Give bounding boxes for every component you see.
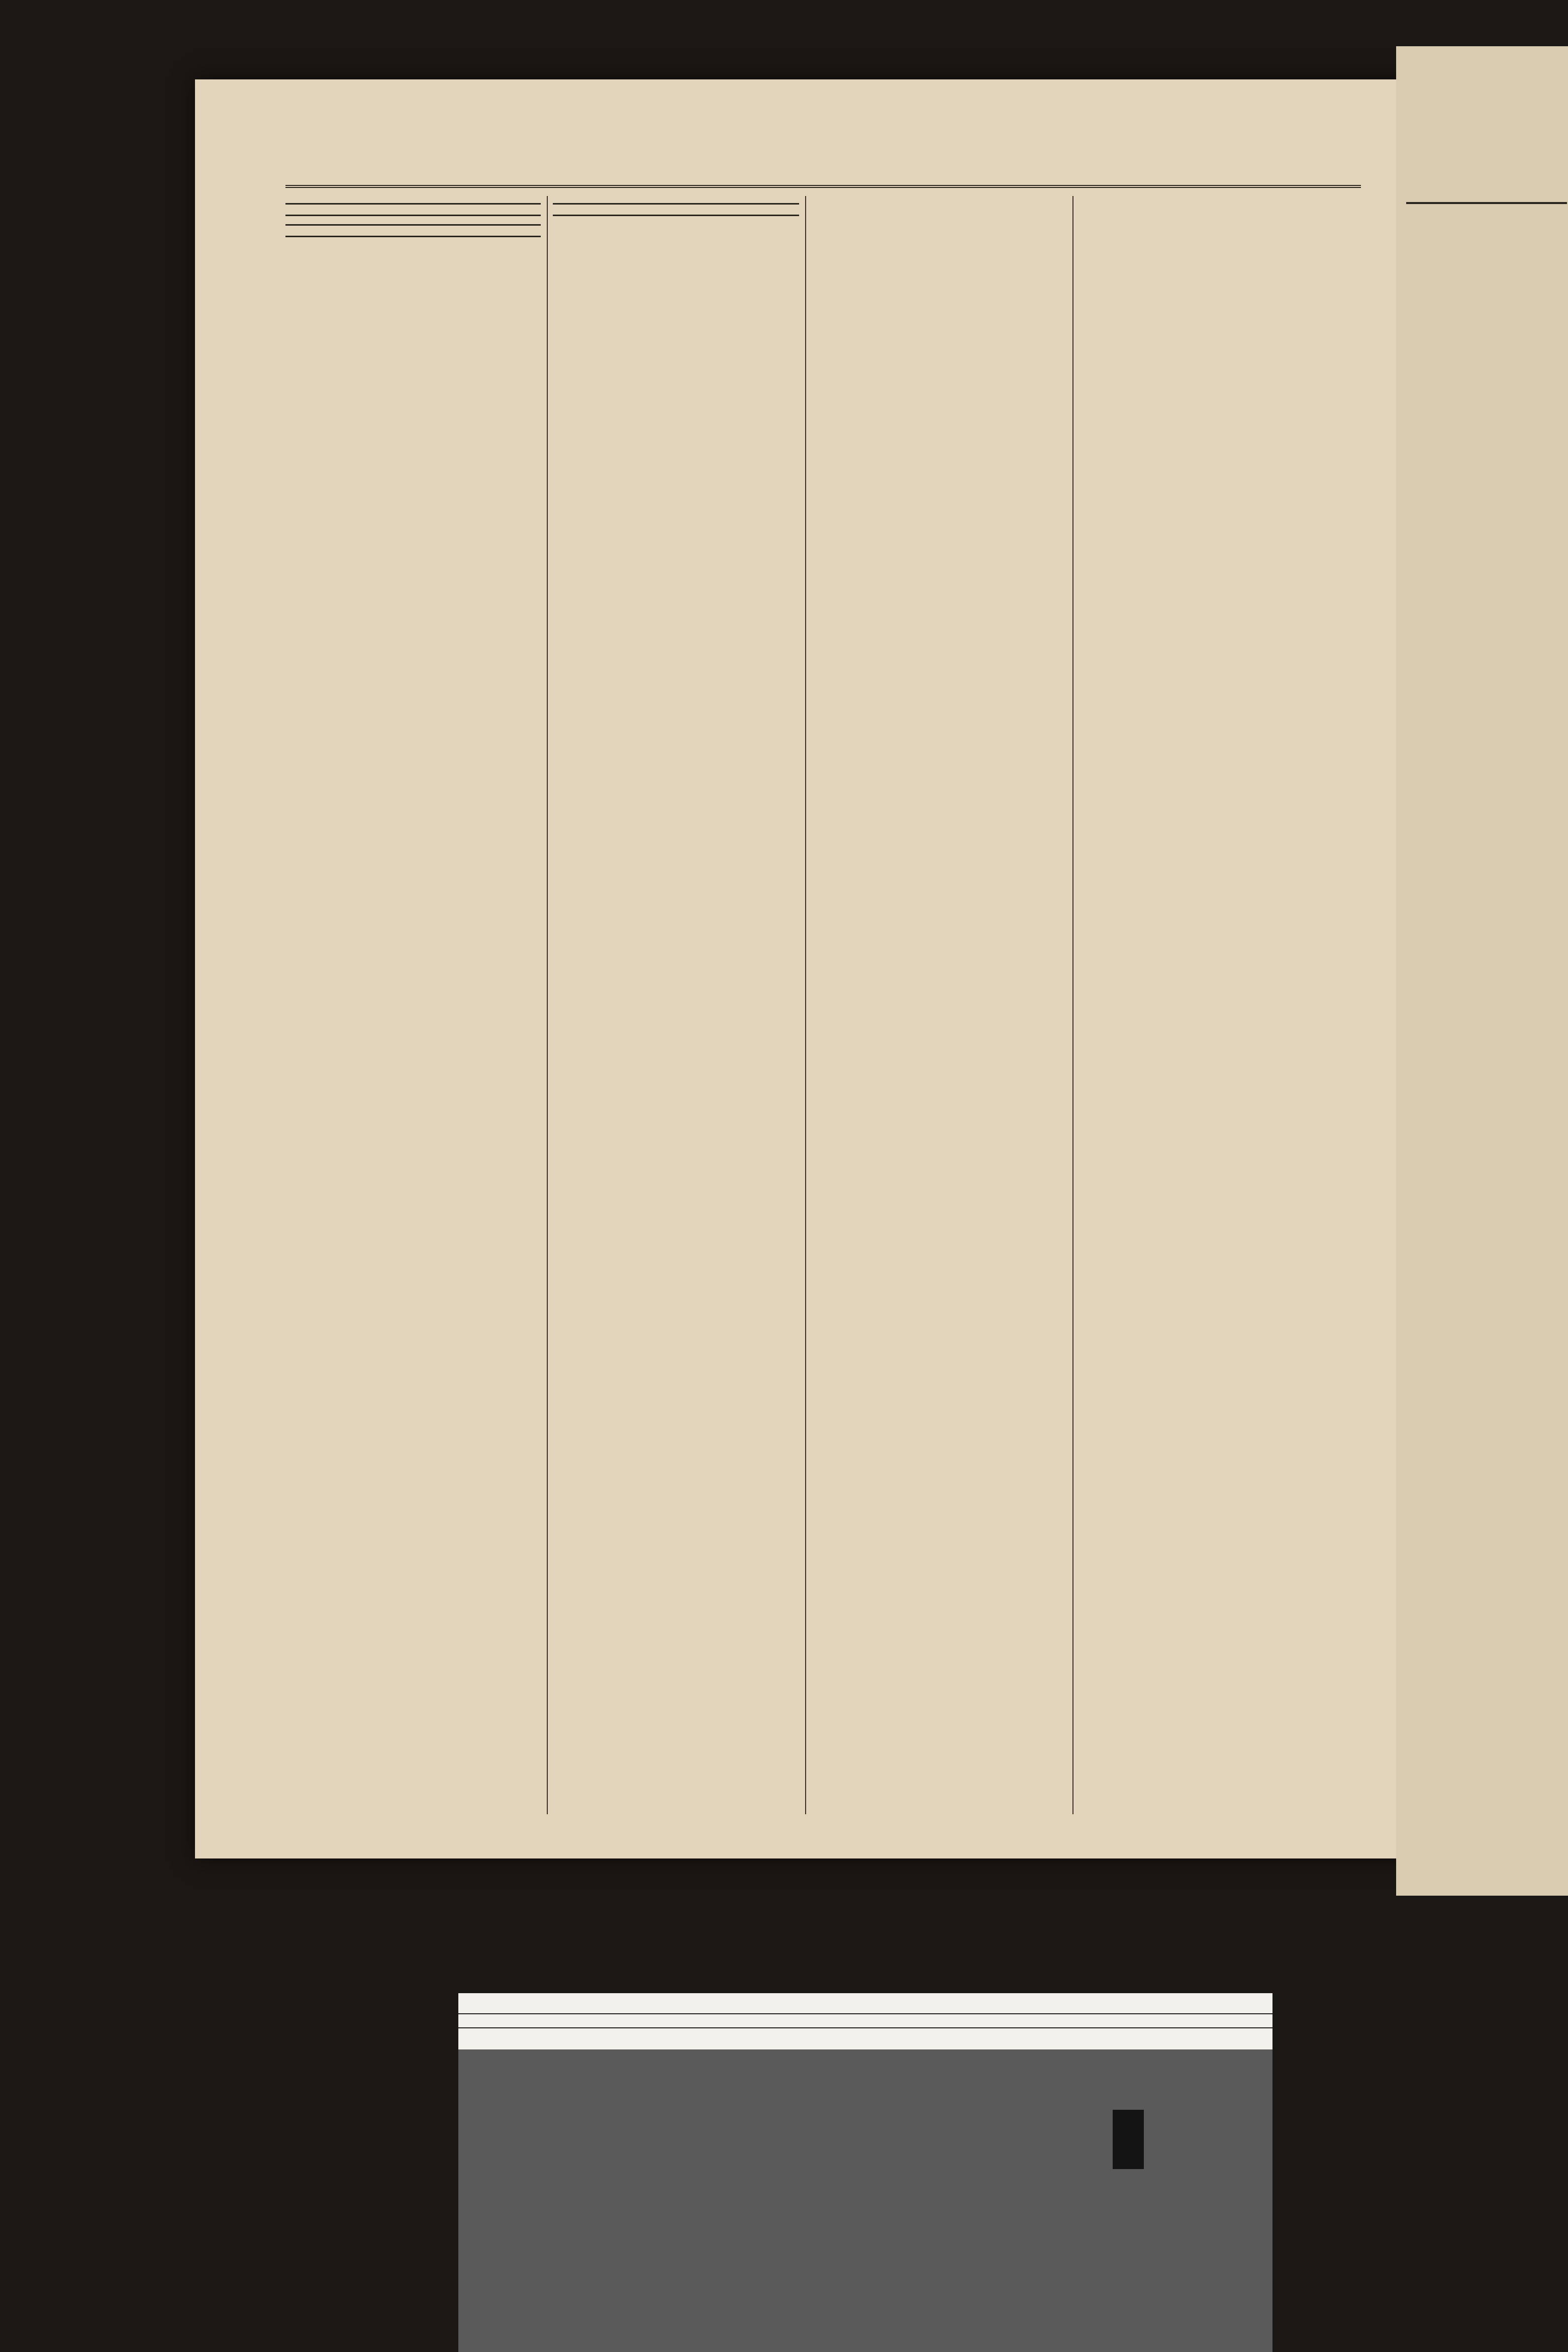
- article-column-1: [285, 196, 541, 1814]
- facing-page-text: [1411, 217, 1562, 1845]
- patch-labels: [458, 2092, 1272, 2115]
- cm-scale: [458, 2027, 1272, 2048]
- brand-logo: [1113, 2110, 1144, 2169]
- inch-scale: [458, 1993, 1272, 2014]
- article-column-4: [1079, 196, 1350, 1814]
- section-heading: [285, 224, 541, 237]
- column-rule: [1072, 196, 1073, 1814]
- column-rule: [547, 196, 548, 1814]
- newspaper-page: [195, 79, 1416, 1858]
- ruler: [458, 1993, 1272, 2049]
- section-heading: [285, 203, 541, 216]
- section-heading: [553, 203, 799, 216]
- facing-page-rule: [1406, 202, 1567, 204]
- dark-patches: [458, 2268, 1272, 2333]
- colour-chart: [458, 1993, 1272, 2352]
- column-rule: [805, 196, 806, 1814]
- article-column-3: [811, 196, 1066, 1814]
- header-rule: [285, 185, 1361, 188]
- running-header: [285, 150, 1361, 180]
- article-column-2: [553, 196, 799, 1814]
- facing-page: [1396, 46, 1568, 1896]
- light-patches: [458, 2199, 1272, 2262]
